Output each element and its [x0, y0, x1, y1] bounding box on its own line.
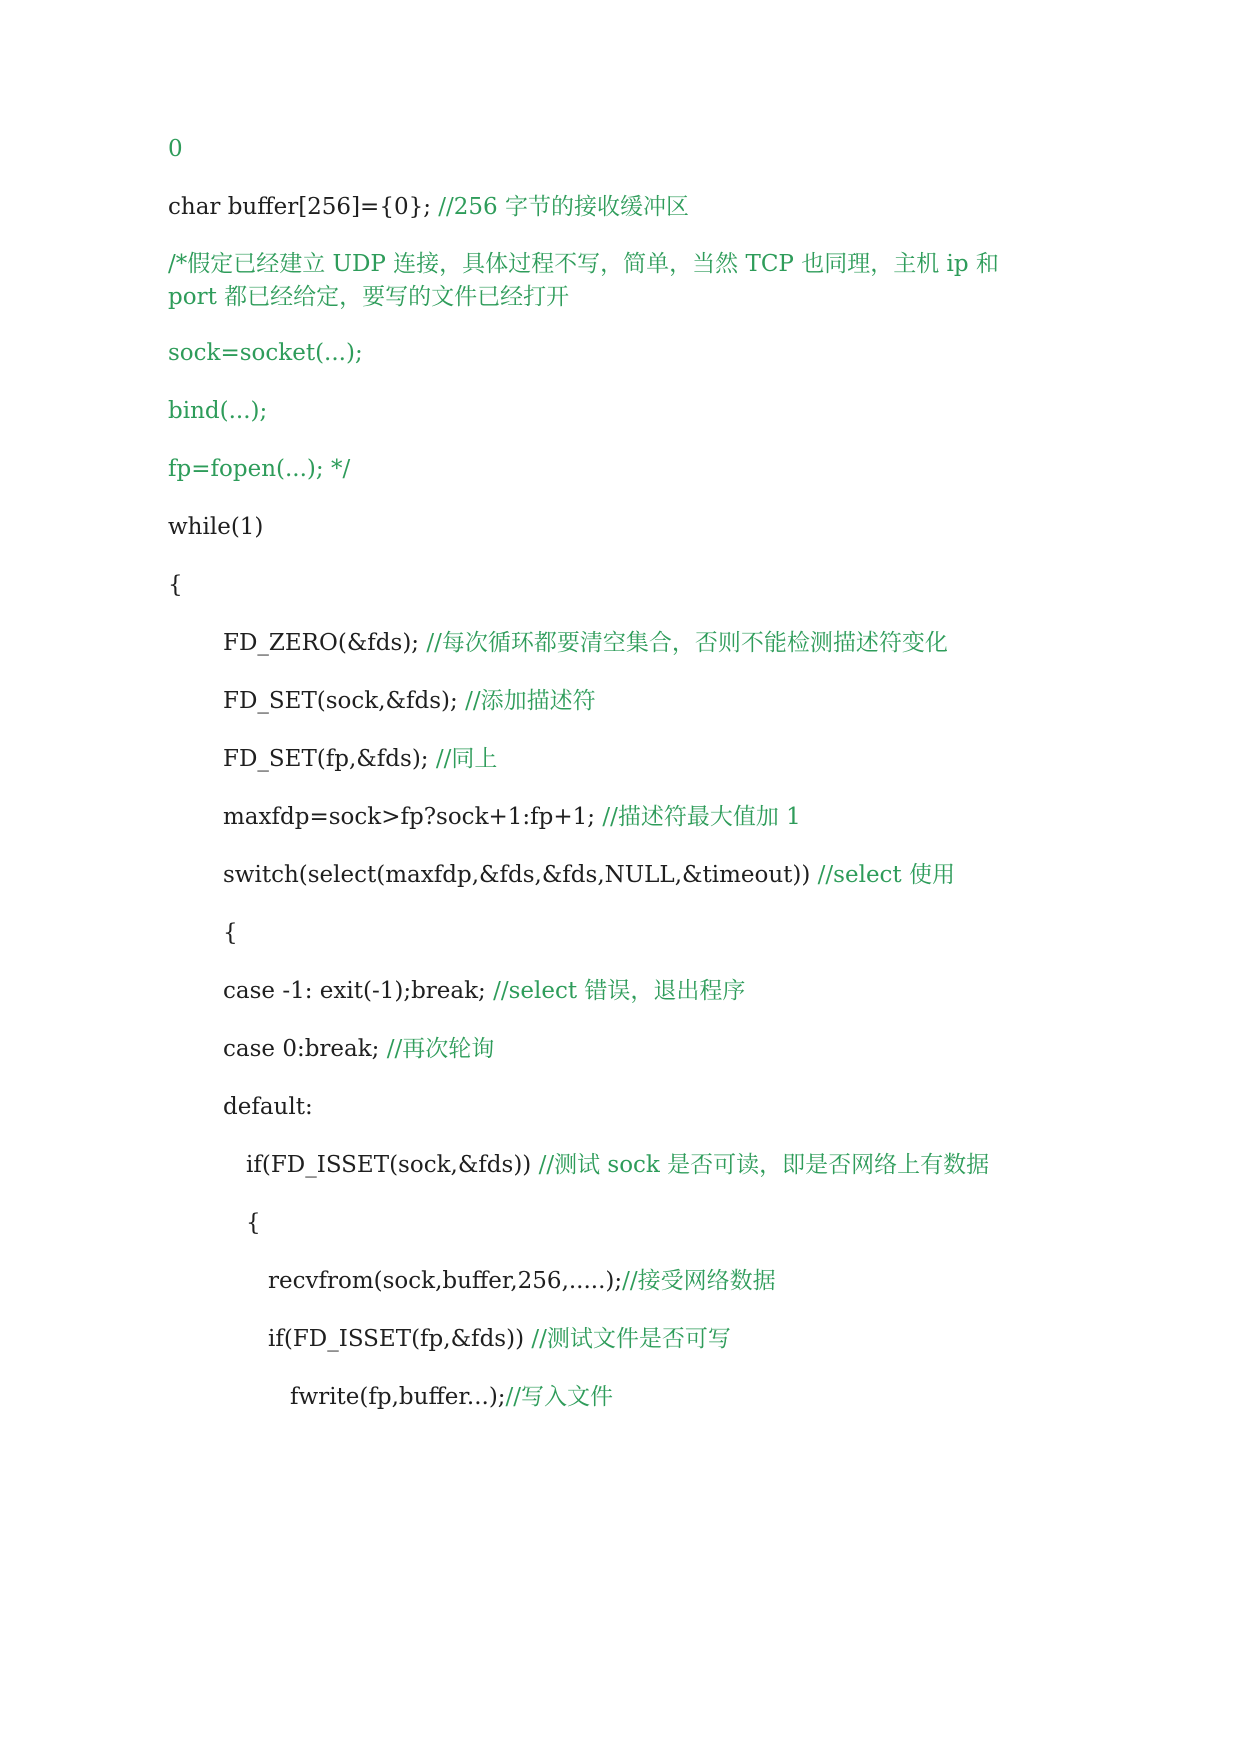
code-text: case -1: exit(-1);break;: [223, 978, 494, 1004]
code-comment: 0: [168, 136, 183, 162]
code-text: switch(select(maxfdp,&fds,&fds,NULL,&timeout)): [223, 862, 818, 888]
code-comment: //添加描述符: [465, 688, 596, 714]
code-text: char buffer[256]={0};: [168, 194, 439, 220]
code-text: FD_SET(fp,&fds);: [223, 746, 436, 772]
code-line-10: [223, 686, 596, 716]
code-line-19: [246, 1208, 261, 1238]
code-line-15: [223, 976, 745, 1006]
code-line-17: [223, 1092, 313, 1122]
code-text: fwrite(fp,buffer...);: [290, 1384, 506, 1410]
code-line-7: [168, 512, 263, 542]
code-line-5: [168, 396, 267, 426]
code-text: case 0:break;: [223, 1036, 387, 1062]
code-line-11: [223, 744, 497, 774]
code-line-6: [168, 454, 350, 484]
code-comment: //接受网络数据: [622, 1268, 776, 1294]
code-comment: //测试文件是否可写: [531, 1326, 731, 1352]
code-line-3: [168, 248, 1048, 314]
code-text: FD_ZERO(&fds);: [223, 630, 427, 656]
code-line-12: [223, 802, 801, 832]
code-comment: bind(...);: [168, 398, 268, 424]
code-line-2: [168, 192, 689, 222]
code-line-18: [246, 1150, 989, 1180]
code-line-21: [268, 1324, 731, 1354]
code-comment: //写入文件: [505, 1384, 614, 1410]
code-line-9: [223, 628, 948, 658]
code-line-16: [223, 1034, 494, 1064]
code-text: if(FD_ISSET(sock,&fds)): [246, 1152, 539, 1178]
code-comment: //同上: [435, 746, 498, 772]
code-text: while(1): [168, 514, 264, 540]
code-comment: fp=fopen(...); */: [168, 456, 351, 482]
code-text: {: [168, 572, 183, 598]
code-text: {: [223, 920, 238, 946]
code-line-4: [168, 338, 363, 368]
code-text: FD_SET(sock,&fds);: [223, 688, 466, 714]
code-text: default:: [223, 1094, 313, 1120]
code-comment: //每次循环都要清空集合，否则不能检测描述符变化: [426, 630, 948, 656]
code-line-22: [290, 1382, 613, 1412]
code-comment: //select 错误，退出程序: [493, 978, 746, 1004]
code-line-14: [223, 918, 238, 948]
code-line-8: [168, 570, 183, 600]
code-line-1: [168, 134, 183, 164]
code-text: {: [246, 1210, 261, 1236]
code-text: if(FD_ISSET(fp,&fds)): [268, 1326, 532, 1352]
code-text: maxfdp=sock>fp?sock+1:fp+1;: [223, 804, 603, 830]
code-comment: //select 使用: [817, 862, 955, 888]
code-comment: /*假定已经建立 UDP 连接，具体过程不写，简单，当然 TCP 也同理，主机 ip 和 port 都已经给定，要写的文件已经打开: [168, 251, 999, 310]
code-text: recvfrom(sock,buffer,256,.....);: [268, 1268, 623, 1294]
code-comment: sock=socket(...);: [168, 340, 363, 366]
code-line-20: [268, 1266, 776, 1296]
code-comment: //测试 sock 是否可读，即是否网络上有数据: [538, 1152, 990, 1178]
code-comment: //再次轮询: [386, 1036, 495, 1062]
code-line-13: [223, 860, 955, 890]
code-comment: //256 字节的接收缓冲区: [438, 194, 689, 220]
code-comment: //描述符最大值加 1: [602, 804, 801, 830]
